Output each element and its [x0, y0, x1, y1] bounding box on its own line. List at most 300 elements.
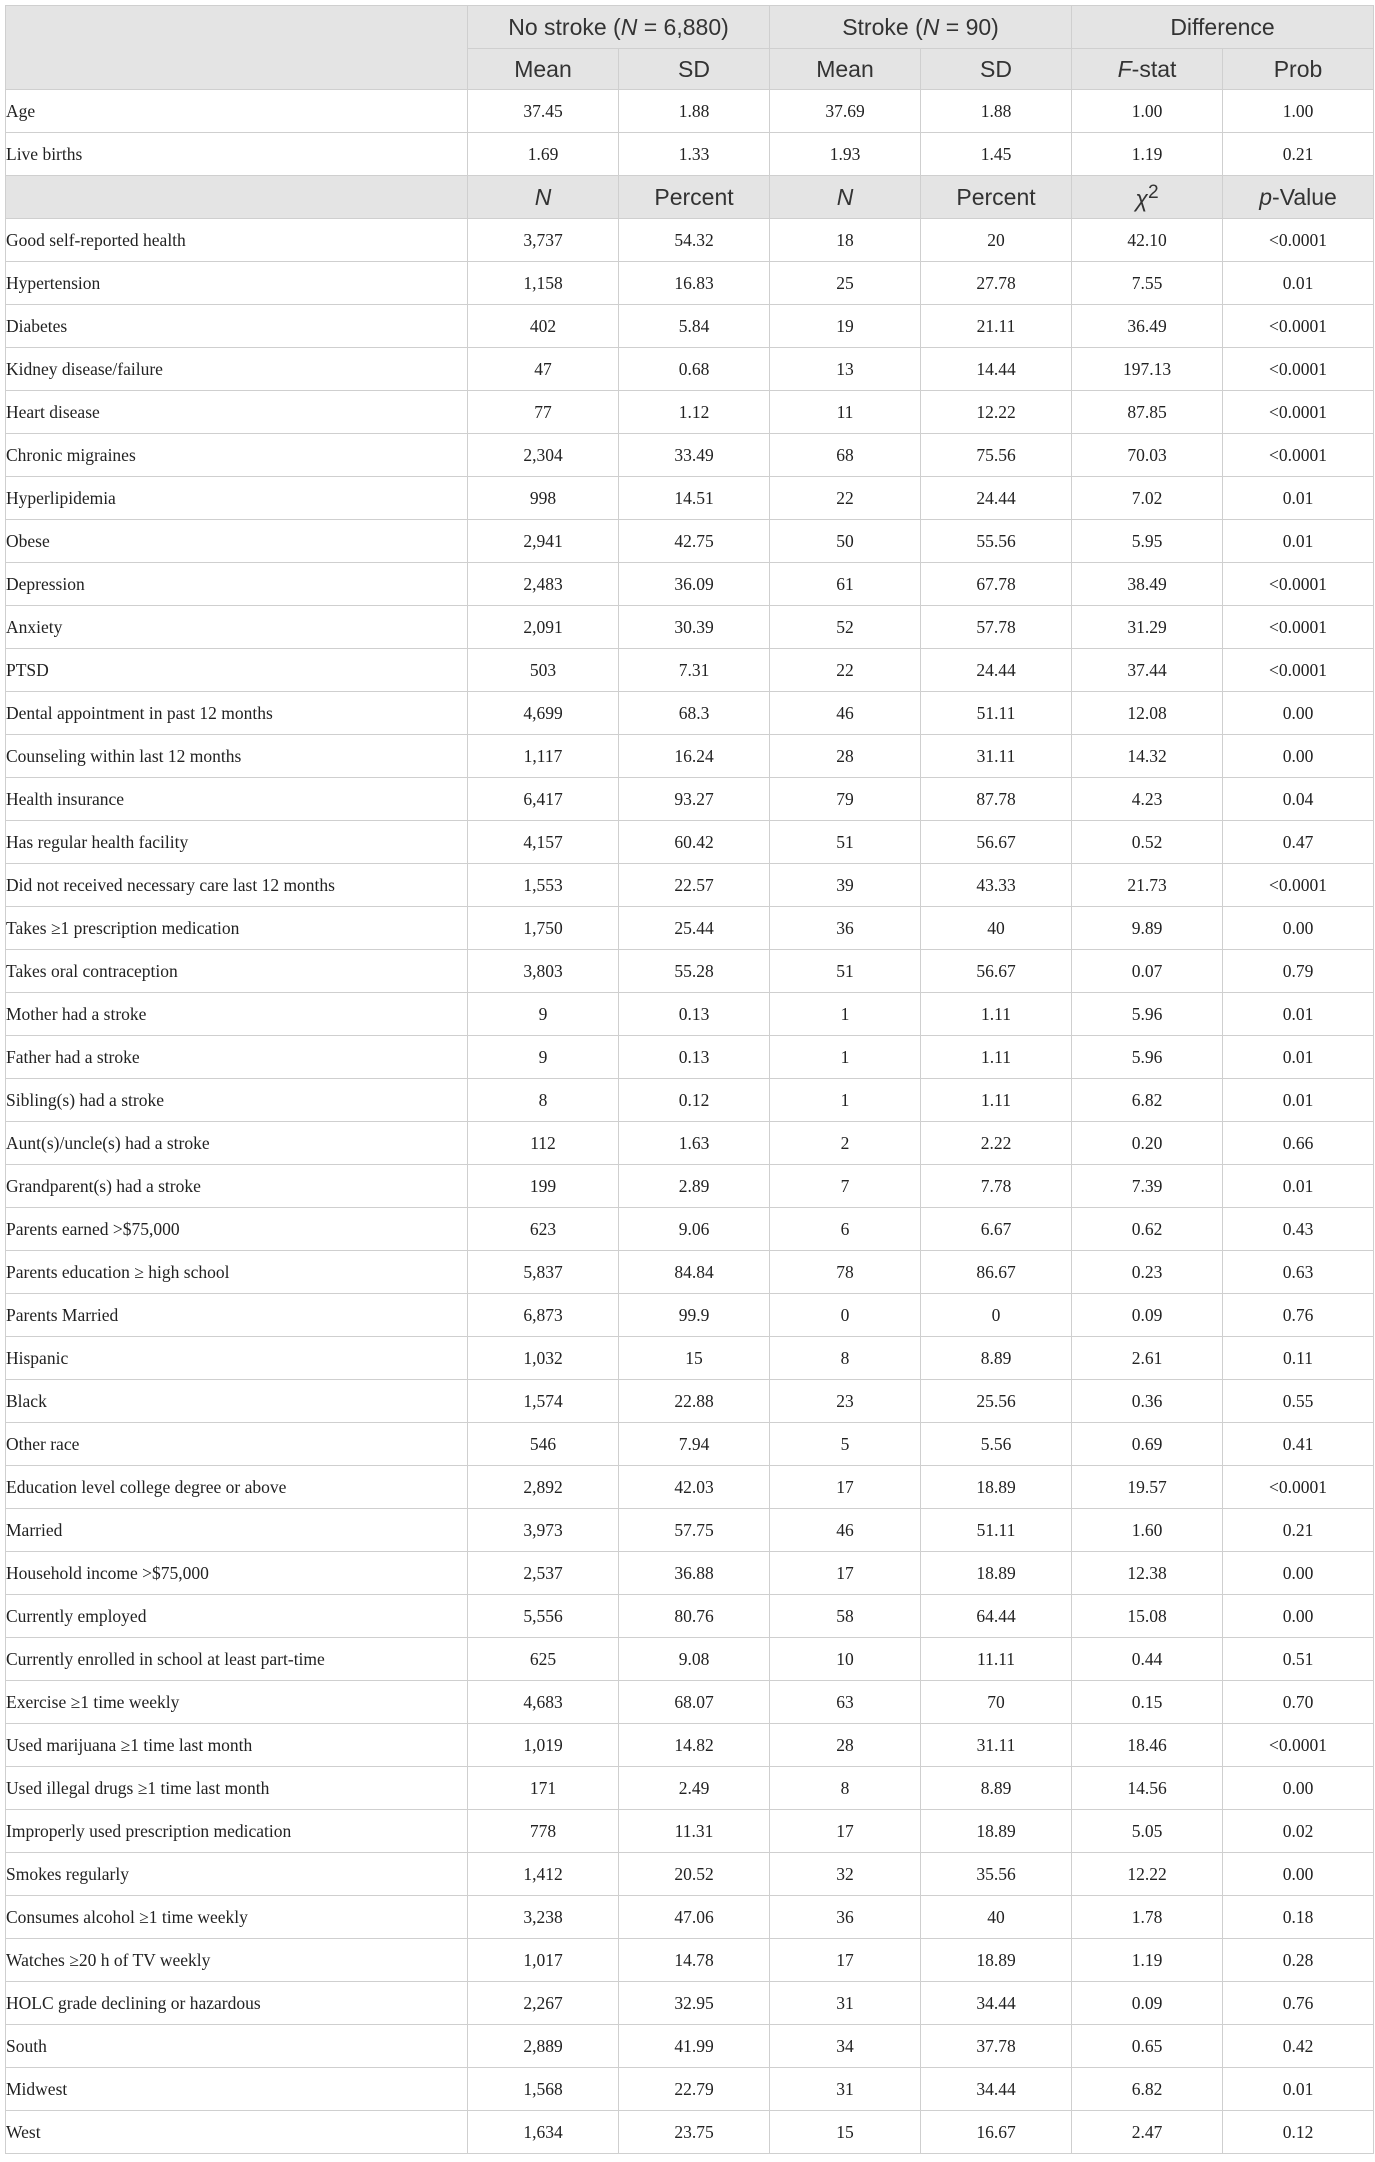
table-cell: 998 — [468, 477, 619, 520]
table-cell: 0.00 — [1223, 1767, 1374, 1810]
subheader-n: N — [468, 176, 619, 219]
table-cell: <0.0001 — [1223, 1466, 1374, 1509]
table-cell: 1.78 — [1072, 1896, 1223, 1939]
table-cell: 51.11 — [921, 1509, 1072, 1552]
table-row — [6, 2025, 1374, 2068]
row-label: Improperly used prescription medication — [6, 1810, 468, 1853]
row-label: Watches ≥20 h of TV weekly — [6, 1939, 468, 1982]
table-cell: 14.32 — [1072, 735, 1223, 778]
subheader-blank-cell — [6, 176, 468, 219]
table-cell: 17 — [770, 1552, 921, 1595]
row-label: Chronic migraines — [6, 434, 468, 477]
table-cell: 23.75 — [619, 2111, 770, 2154]
table-cell: 0.13 — [619, 1036, 770, 1079]
table-cell: 1.69 — [468, 133, 619, 176]
row-label: Smokes regularly — [6, 1853, 468, 1896]
table-row — [6, 1251, 1374, 1294]
table-cell: 18.46 — [1072, 1724, 1223, 1767]
subheader-n: N — [770, 176, 921, 219]
table-cell: 56.67 — [921, 821, 1072, 864]
table-cell: 1.88 — [921, 90, 1072, 133]
table-cell: 41.99 — [619, 2025, 770, 2068]
table-cell: 2,892 — [468, 1466, 619, 1509]
table-cell: 86.67 — [921, 1251, 1072, 1294]
table-cell: 14.78 — [619, 1939, 770, 1982]
table-cell: 70 — [921, 1681, 1072, 1724]
table-cell: 58 — [770, 1595, 921, 1638]
table-cell: 5.95 — [1072, 520, 1223, 563]
table-cell: 32 — [770, 1853, 921, 1896]
table-cell: 1.63 — [619, 1122, 770, 1165]
row-label: Used marijuana ≥1 time last month — [6, 1724, 468, 1767]
table-cell: 0.01 — [1223, 477, 1374, 520]
table-cell: <0.0001 — [1223, 391, 1374, 434]
table-cell: 37.45 — [468, 90, 619, 133]
table-cell: 5.56 — [921, 1423, 1072, 1466]
table-cell: 0.12 — [1223, 2111, 1374, 2154]
table-cell: <0.0001 — [1223, 219, 1374, 262]
table-cell: 7.39 — [1072, 1165, 1223, 1208]
table-cell: 1.00 — [1223, 90, 1374, 133]
table-row — [6, 1810, 1374, 1853]
table-cell: 6.82 — [1072, 1079, 1223, 1122]
table-cell: 36.88 — [619, 1552, 770, 1595]
row-label: West — [6, 2111, 468, 2154]
row-label: Grandparent(s) had a stroke — [6, 1165, 468, 1208]
table-row — [6, 1423, 1374, 1466]
table-cell: 28 — [770, 735, 921, 778]
table-cell: 12.22 — [1072, 1853, 1223, 1896]
table-cell: 50 — [770, 520, 921, 563]
table-cell: 0.41 — [1223, 1423, 1374, 1466]
table-row — [6, 1939, 1374, 1982]
table-cell: 51.11 — [921, 692, 1072, 735]
table-cell: 7.31 — [619, 649, 770, 692]
header-mean: Mean — [468, 49, 619, 90]
table-cell: <0.0001 — [1223, 649, 1374, 692]
row-label: South — [6, 2025, 468, 2068]
table-cell: 1,634 — [468, 2111, 619, 2154]
table-cell: 1.11 — [921, 1079, 1072, 1122]
row-label: Kidney disease/failure — [6, 348, 468, 391]
table-cell: 0.01 — [1223, 2068, 1374, 2111]
table-cell: 0.01 — [1223, 262, 1374, 305]
table-row — [6, 950, 1374, 993]
table-cell: 0.07 — [1072, 950, 1223, 993]
table-cell: 1.12 — [619, 391, 770, 434]
table-cell: 2.89 — [619, 1165, 770, 1208]
table-cell: 0.00 — [1223, 1552, 1374, 1595]
table-cell: 4,683 — [468, 1681, 619, 1724]
table-cell: 8 — [468, 1079, 619, 1122]
table-cell: 199 — [468, 1165, 619, 1208]
table-cell: 1.19 — [1072, 1939, 1223, 1982]
table-cell: 11.31 — [619, 1810, 770, 1853]
table-cell: 6,873 — [468, 1294, 619, 1337]
table-cell: 87.78 — [921, 778, 1072, 821]
table-cell: 31.29 — [1072, 606, 1223, 649]
table-row — [6, 1122, 1374, 1165]
table-row — [6, 1165, 1374, 1208]
table-cell: 8.89 — [921, 1337, 1072, 1380]
table-cell: 546 — [468, 1423, 619, 1466]
table-cell: 0.44 — [1072, 1638, 1223, 1681]
table-cell: 36 — [770, 1896, 921, 1939]
table-cell: <0.0001 — [1223, 305, 1374, 348]
table-cell: 14.44 — [921, 348, 1072, 391]
table-cell: 778 — [468, 1810, 619, 1853]
table-row — [6, 1337, 1374, 1380]
table-cell: 0.28 — [1223, 1939, 1374, 1982]
table-cell: 43.33 — [921, 864, 1072, 907]
table-row — [6, 649, 1374, 692]
table-cell: 17 — [770, 1810, 921, 1853]
table-cell: 5,837 — [468, 1251, 619, 1294]
table-cell: 47 — [468, 348, 619, 391]
table-cell: 99.9 — [619, 1294, 770, 1337]
table-cell: 1.60 — [1072, 1509, 1223, 1552]
table-cell: 6.67 — [921, 1208, 1072, 1251]
table-row — [6, 348, 1374, 391]
row-label: Father had a stroke — [6, 1036, 468, 1079]
table-cell: 1 — [770, 1036, 921, 1079]
table-cell: 22.79 — [619, 2068, 770, 2111]
header-difference: Difference — [1072, 6, 1374, 49]
table-cell: 0.01 — [1223, 1079, 1374, 1122]
row-label: Dental appointment in past 12 months — [6, 692, 468, 735]
table-cell: 51 — [770, 821, 921, 864]
table-cell: 36.49 — [1072, 305, 1223, 348]
table-cell: 42.75 — [619, 520, 770, 563]
table-cell: 31 — [770, 2068, 921, 2111]
table-cell: 37.78 — [921, 2025, 1072, 2068]
table-cell: 23 — [770, 1380, 921, 1423]
row-label: Married — [6, 1509, 468, 1552]
table-cell: 402 — [468, 305, 619, 348]
table-cell: 22 — [770, 477, 921, 520]
table-cell: 1.88 — [619, 90, 770, 133]
table-row — [6, 1724, 1374, 1767]
table-row — [6, 391, 1374, 434]
table-cell: 2 — [770, 1122, 921, 1165]
header-prob: Prob — [1223, 49, 1374, 90]
table-cell: 54.32 — [619, 219, 770, 262]
table-cell: <0.0001 — [1223, 1724, 1374, 1767]
table-cell: 0.63 — [1223, 1251, 1374, 1294]
table-cell: 67.78 — [921, 563, 1072, 606]
row-label: Parents Married — [6, 1294, 468, 1337]
table-cell: 21.11 — [921, 305, 1072, 348]
table-cell: 6,417 — [468, 778, 619, 821]
table-cell: 2,267 — [468, 1982, 619, 2025]
table-row — [6, 520, 1374, 563]
row-label: Sibling(s) had a stroke — [6, 1079, 468, 1122]
table-cell: 61 — [770, 563, 921, 606]
table-cell: 12.38 — [1072, 1552, 1223, 1595]
table-cell: <0.0001 — [1223, 563, 1374, 606]
table-cell: 0.01 — [1223, 520, 1374, 563]
table-cell: 171 — [468, 1767, 619, 1810]
table-cell: 8 — [770, 1337, 921, 1380]
table-cell: 6 — [770, 1208, 921, 1251]
table-cell: 5 — [770, 1423, 921, 1466]
subheader-percent: Percent — [619, 176, 770, 219]
table-cell: 42.03 — [619, 1466, 770, 1509]
table-cell: 40 — [921, 1896, 1072, 1939]
table-cell: 0.65 — [1072, 2025, 1223, 2068]
table-cell: 0.09 — [1072, 1294, 1223, 1337]
table-cell: 623 — [468, 1208, 619, 1251]
table-cell: 0 — [921, 1294, 1072, 1337]
stroke-comparison-table — [5, 5, 1374, 2154]
table-cell: 16.83 — [619, 262, 770, 305]
table-cell: 57.78 — [921, 606, 1072, 649]
row-label: Education level college degree or above — [6, 1466, 468, 1509]
table-cell: 1.93 — [770, 133, 921, 176]
table-row — [6, 1466, 1374, 1509]
table-row — [6, 692, 1374, 735]
table-cell: 14.51 — [619, 477, 770, 520]
table-cell: 4,157 — [468, 821, 619, 864]
table-cell: 0.66 — [1223, 1122, 1374, 1165]
table-cell: 25.56 — [921, 1380, 1072, 1423]
table-cell: 9.06 — [619, 1208, 770, 1251]
row-label: Anxiety — [6, 606, 468, 649]
table-row — [6, 1036, 1374, 1079]
table-cell: 31 — [770, 1982, 921, 2025]
table-cell: 7.78 — [921, 1165, 1072, 1208]
row-label: Currently employed — [6, 1595, 468, 1638]
row-label: PTSD — [6, 649, 468, 692]
table-cell: 0.68 — [619, 348, 770, 391]
header-no-stroke: No stroke (N = 6,880) — [468, 6, 770, 49]
table-cell: 87.85 — [1072, 391, 1223, 434]
table-cell: 25 — [770, 262, 921, 305]
table-cell: 2,091 — [468, 606, 619, 649]
table-cell: 15.08 — [1072, 1595, 1223, 1638]
table-cell: 57.75 — [619, 1509, 770, 1552]
subheader-p-value: p-Value — [1223, 176, 1374, 219]
table-cell: 38.49 — [1072, 563, 1223, 606]
table-cell: 21.73 — [1072, 864, 1223, 907]
table-row — [6, 907, 1374, 950]
header-stroke: Stroke (N = 90) — [770, 6, 1072, 49]
table-cell: 33.49 — [619, 434, 770, 477]
table-subheader — [6, 176, 1374, 219]
table-cell: 1.19 — [1072, 133, 1223, 176]
table-cell: 77 — [468, 391, 619, 434]
table-cell: 68.07 — [619, 1681, 770, 1724]
header-blank-cell — [6, 6, 468, 90]
table-cell: 0.11 — [1223, 1337, 1374, 1380]
table-cell: 1,017 — [468, 1939, 619, 1982]
table-cell: 0.00 — [1223, 692, 1374, 735]
table-cell: 197.13 — [1072, 348, 1223, 391]
table-cell: 2,304 — [468, 434, 619, 477]
table-row — [6, 1638, 1374, 1681]
table-cell: 34.44 — [921, 2068, 1072, 2111]
table-row — [6, 90, 1374, 133]
table-row — [6, 1208, 1374, 1251]
table-cell: 2.61 — [1072, 1337, 1223, 1380]
table-cell: 3,973 — [468, 1509, 619, 1552]
table-cell: 8 — [770, 1767, 921, 1810]
table-cell: 9.89 — [1072, 907, 1223, 950]
table-cell: 0.62 — [1072, 1208, 1223, 1251]
row-label: Mother had a stroke — [6, 993, 468, 1036]
table-cell: 2.47 — [1072, 2111, 1223, 2154]
table-cell: 20.52 — [619, 1853, 770, 1896]
row-label: Household income >$75,000 — [6, 1552, 468, 1595]
row-label: Hispanic — [6, 1337, 468, 1380]
table-cell: 9.08 — [619, 1638, 770, 1681]
table-cell: 0.42 — [1223, 2025, 1374, 2068]
table-cell: 7.55 — [1072, 262, 1223, 305]
table-cell: 0.51 — [1223, 1638, 1374, 1681]
table-cell: 28 — [770, 1724, 921, 1767]
subheader-chi-square: $\chi^2$ — [1072, 176, 1223, 219]
table-cell: 4,699 — [468, 692, 619, 735]
table-cell: 6.82 — [1072, 2068, 1223, 2111]
table-row — [6, 1294, 1374, 1337]
table-cell: 1,117 — [468, 735, 619, 778]
table-cell: 0.01 — [1223, 1165, 1374, 1208]
table-cell: 12.22 — [921, 391, 1072, 434]
table-cell: 39 — [770, 864, 921, 907]
table-cell: 1,553 — [468, 864, 619, 907]
table-cell: 3,803 — [468, 950, 619, 993]
table-cell: 10 — [770, 1638, 921, 1681]
table-row — [6, 864, 1374, 907]
table-cell: 12.08 — [1072, 692, 1223, 735]
row-label: Midwest — [6, 2068, 468, 2111]
table-cell: 11.11 — [921, 1638, 1072, 1681]
row-label: Live births — [6, 133, 468, 176]
table-cell: 1.45 — [921, 133, 1072, 176]
table-cell: 0.69 — [1072, 1423, 1223, 1466]
row-label: Heart disease — [6, 391, 468, 434]
table-cell: 2,889 — [468, 2025, 619, 2068]
table-cell: 0.13 — [619, 993, 770, 1036]
table-cell: 13 — [770, 348, 921, 391]
table-row — [6, 219, 1374, 262]
table-cell: 47.06 — [619, 1896, 770, 1939]
table-cell: 4.23 — [1072, 778, 1223, 821]
table-row — [6, 1767, 1374, 1810]
subheader-percent: Percent — [921, 176, 1072, 219]
table-cell: 0.21 — [1223, 133, 1374, 176]
table-cell: 46 — [770, 692, 921, 735]
table-cell: 8.89 — [921, 1767, 1072, 1810]
table-cell: 22.57 — [619, 864, 770, 907]
row-label: Has regular health facility — [6, 821, 468, 864]
table-cell: 0.47 — [1223, 821, 1374, 864]
table-cell: 0.23 — [1072, 1251, 1223, 1294]
table-row — [6, 262, 1374, 305]
row-label: Age — [6, 90, 468, 133]
table-cell: 0 — [770, 1294, 921, 1337]
table-cell: 7.02 — [1072, 477, 1223, 520]
table-cell: 0.15 — [1072, 1681, 1223, 1724]
table-header-groups — [6, 6, 1374, 49]
table-cell: 93.27 — [619, 778, 770, 821]
table-cell: 31.11 — [921, 1724, 1072, 1767]
table-cell: 1,750 — [468, 907, 619, 950]
table-row — [6, 1681, 1374, 1724]
table-row — [6, 434, 1374, 477]
table-cell: 16.67 — [921, 2111, 1072, 2154]
row-label: Other race — [6, 1423, 468, 1466]
table-cell: 84.84 — [619, 1251, 770, 1294]
table-cell: 63 — [770, 1681, 921, 1724]
table-cell: 19 — [770, 305, 921, 348]
table-cell: 75.56 — [921, 434, 1072, 477]
table-cell: 3,737 — [468, 219, 619, 262]
table-cell: 34.44 — [921, 1982, 1072, 2025]
row-label: Takes ≥1 prescription medication — [6, 907, 468, 950]
table-cell: 3,238 — [468, 1896, 619, 1939]
row-label: Depression — [6, 563, 468, 606]
table-cell: 27.78 — [921, 262, 1072, 305]
table-cell: 1.11 — [921, 993, 1072, 1036]
table-cell: <0.0001 — [1223, 864, 1374, 907]
table-cell: 112 — [468, 1122, 619, 1165]
table-cell: 70.03 — [1072, 434, 1223, 477]
table-cell: 24.44 — [921, 649, 1072, 692]
table-row — [6, 563, 1374, 606]
table-row — [6, 778, 1374, 821]
table-cell: 56.67 — [921, 950, 1072, 993]
table-cell: 0.70 — [1223, 1681, 1374, 1724]
table-cell: 625 — [468, 1638, 619, 1681]
table-body — [6, 90, 1374, 2154]
table-cell: 22.88 — [619, 1380, 770, 1423]
table-cell: 25.44 — [619, 907, 770, 950]
table-cell: 503 — [468, 649, 619, 692]
table-cell: 64.44 — [921, 1595, 1072, 1638]
table-cell: 5.96 — [1072, 993, 1223, 1036]
table-cell: 31.11 — [921, 735, 1072, 778]
table-cell: 0.36 — [1072, 1380, 1223, 1423]
row-label: Diabetes — [6, 305, 468, 348]
table-row — [6, 606, 1374, 649]
table-cell: <0.0001 — [1223, 434, 1374, 477]
table-cell: 1.11 — [921, 1036, 1072, 1079]
table-cell: 7 — [770, 1165, 921, 1208]
table-cell: 0.12 — [619, 1079, 770, 1122]
table-cell: 19.57 — [1072, 1466, 1223, 1509]
row-label: Did not received necessary care last 12 months — [6, 864, 468, 907]
row-label: Hyperlipidemia — [6, 477, 468, 520]
table-cell: 5.96 — [1072, 1036, 1223, 1079]
table-cell: 11 — [770, 391, 921, 434]
table-cell: 0.21 — [1223, 1509, 1374, 1552]
table-cell: 36 — [770, 907, 921, 950]
table-cell: 7.94 — [619, 1423, 770, 1466]
table-cell: 20 — [921, 219, 1072, 262]
table-cell: 0.00 — [1223, 907, 1374, 950]
table-cell: 24.44 — [921, 477, 1072, 520]
table-cell: 40 — [921, 907, 1072, 950]
table-cell: 36.09 — [619, 563, 770, 606]
table-cell: 9 — [468, 993, 619, 1036]
table-row — [6, 1853, 1374, 1896]
table-cell: 16.24 — [619, 735, 770, 778]
table-row — [6, 1509, 1374, 1552]
table-cell: 0.76 — [1223, 1982, 1374, 2025]
table-row — [6, 1380, 1374, 1423]
table-cell: 18.89 — [921, 1466, 1072, 1509]
